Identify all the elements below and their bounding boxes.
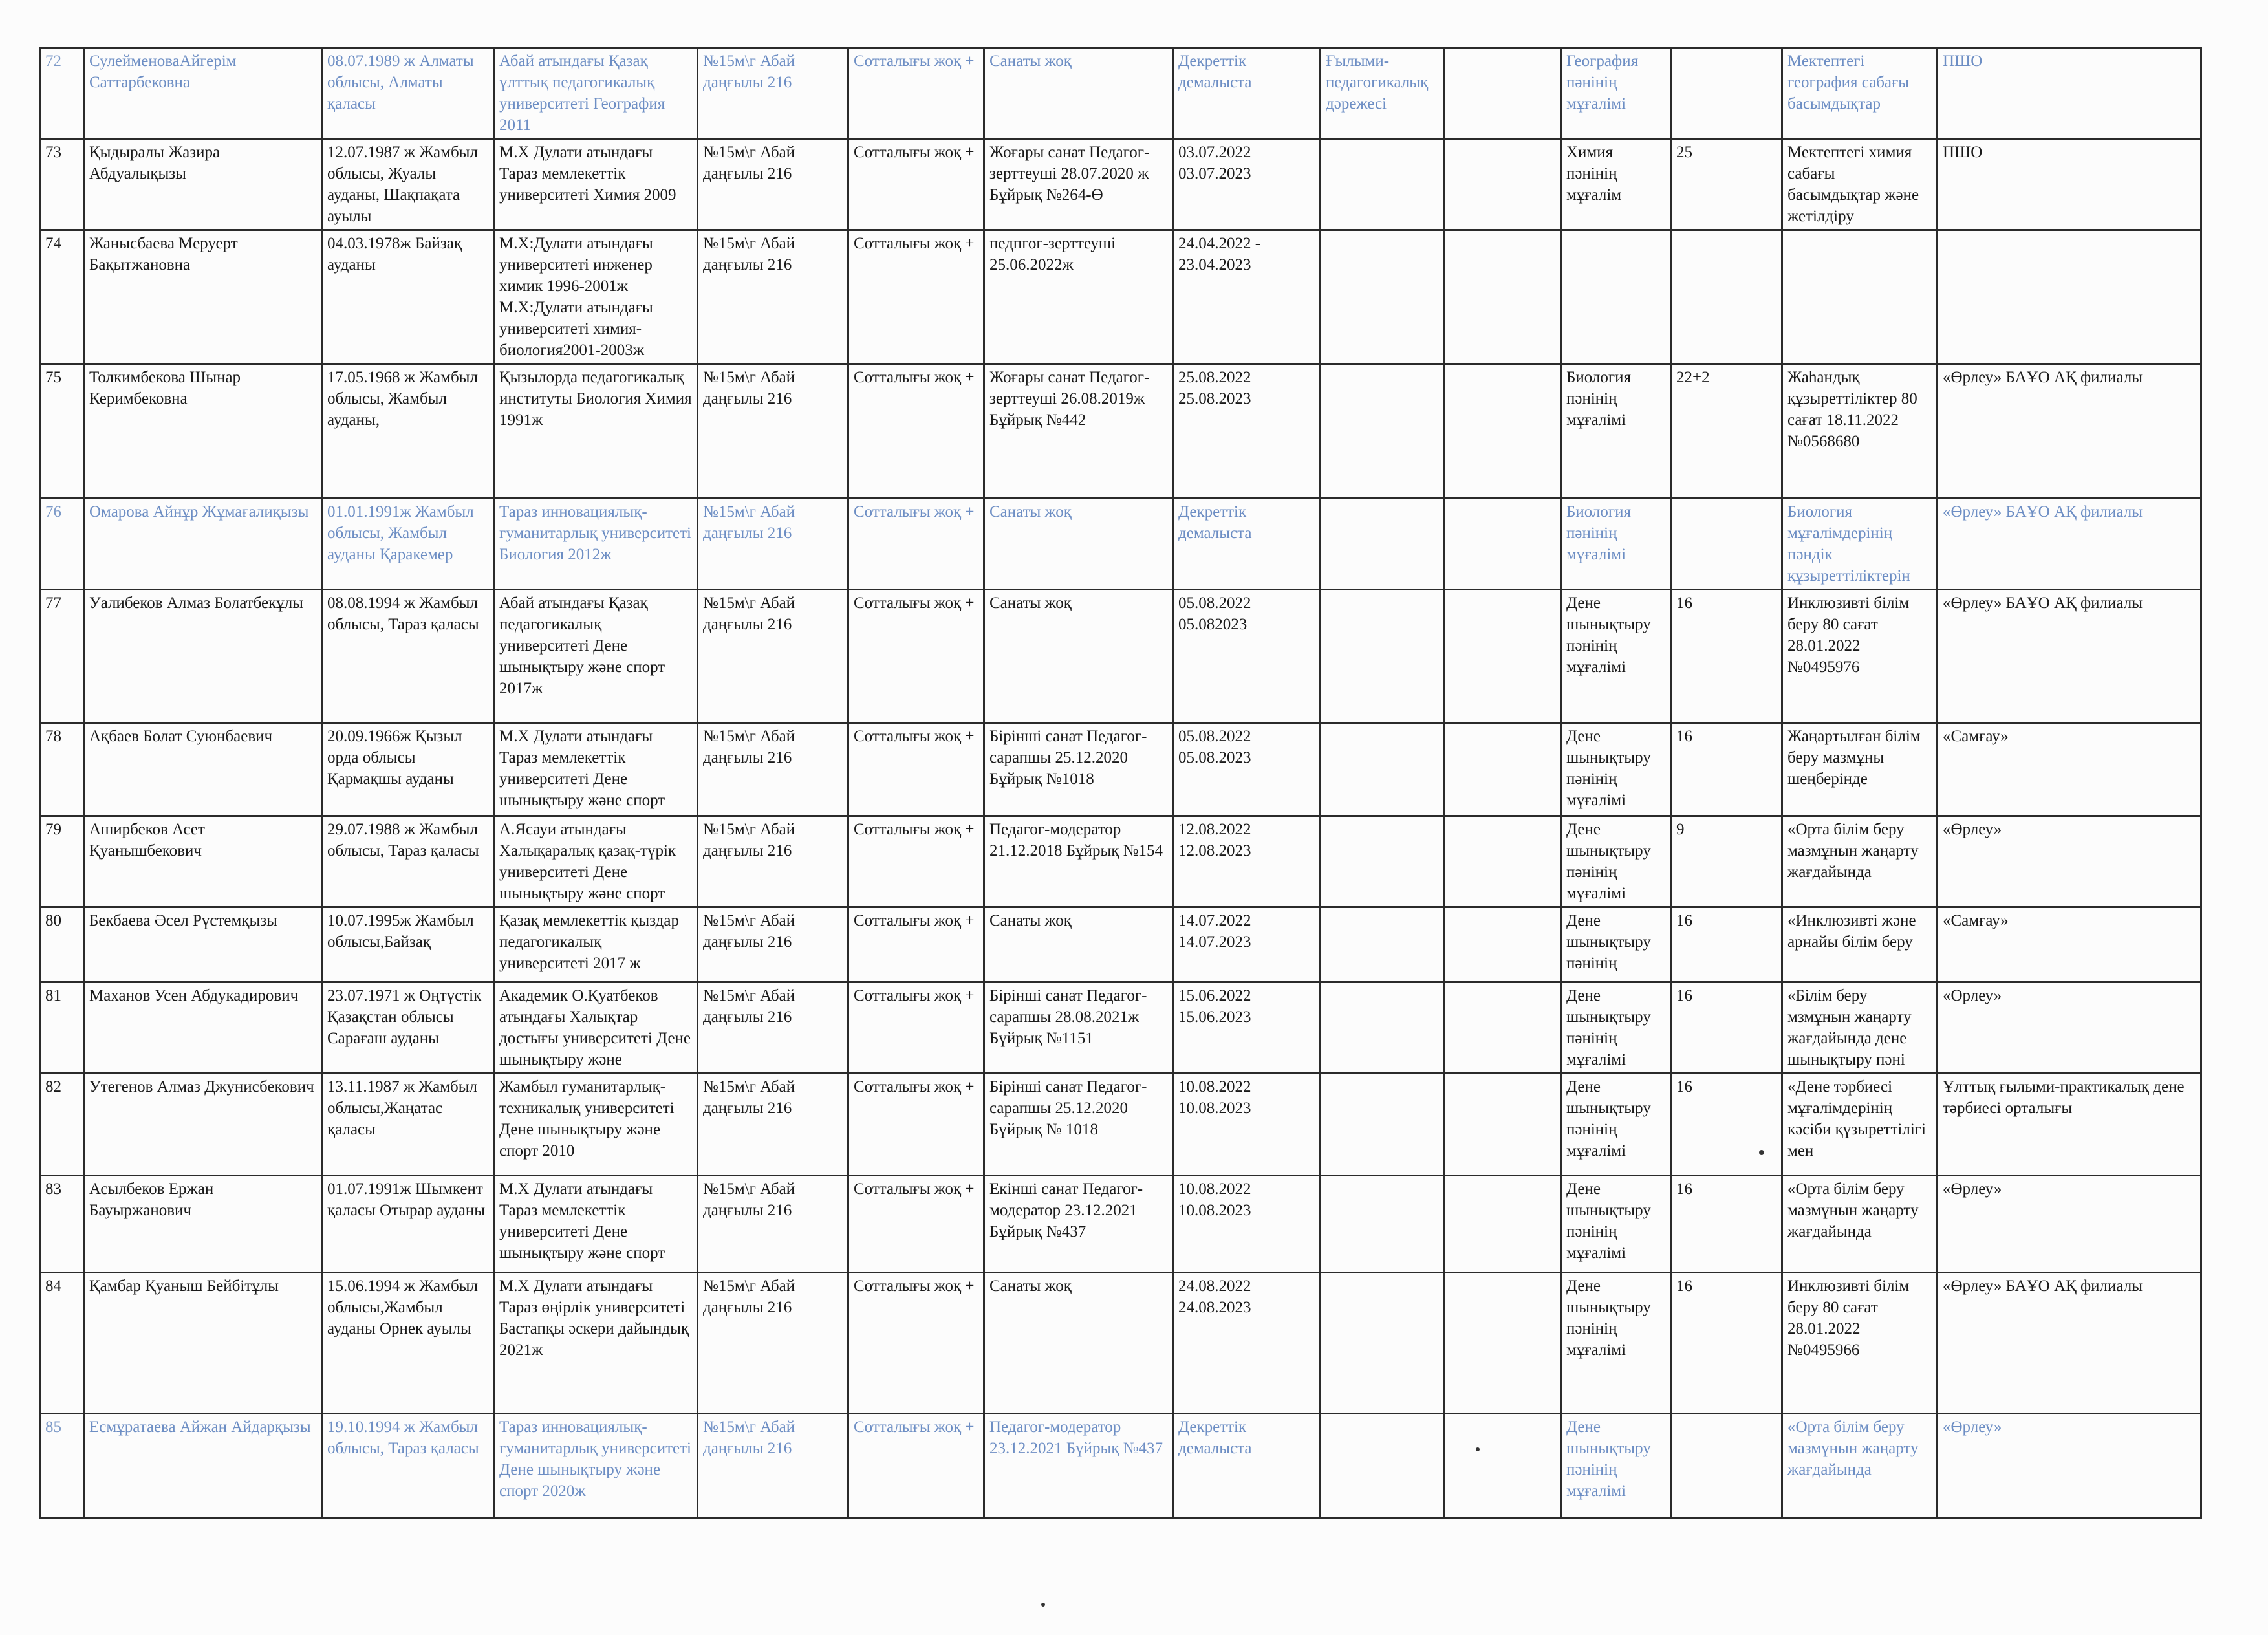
education-info: Тараз инновациялық-гуманитарлық университеті Биология 2012ж xyxy=(494,499,698,590)
workplace-cell: №15м\г Абай даңғылы 216 xyxy=(698,230,848,364)
birth-info: 10.07.1995ж Жамбыл облысы,Байзақ xyxy=(322,907,494,982)
table-row xyxy=(40,590,2201,723)
extra-cell xyxy=(1445,907,1561,982)
subject-cell: Дене шынықтыру пәнінің мұғалімі xyxy=(1561,590,1671,723)
teacher-name: Уалибеков Алмаз Болатбекұлы xyxy=(84,590,322,723)
courses-cell: «Дене тәрбиесі мұғалімдерінің кәсіби құзыреттілігі мен xyxy=(1782,1074,1938,1176)
education-info: М.Х Дулати атындағы Тараз өңірлік университеті Бастапқы әскери дайындық 2021ж xyxy=(494,1273,698,1414)
attestation-dates: 12.08.2022 12.08.2023 xyxy=(1173,816,1321,907)
workplace-cell: №15м\г Абай даңғылы 216 xyxy=(698,364,848,499)
extra-cell xyxy=(1445,982,1561,1074)
category-cell: Жоғары санат Педагог-зерттеуші 26.08.2019ж Бұйрық №442 xyxy=(984,364,1173,499)
subject-cell: Дене шынықтыру пәнінің мұғалімі xyxy=(1561,816,1671,907)
workplace-cell: №15м\г Абай даңғылы 216 xyxy=(698,723,848,816)
workplace-cell: №15м\г Абай даңғылы 216 xyxy=(698,1176,848,1273)
science-degree xyxy=(1321,1074,1445,1176)
row-number: 83 xyxy=(40,1176,84,1273)
table-row xyxy=(40,364,2201,499)
row-number: 84 xyxy=(40,1273,84,1414)
teacher-name: Қыдыралы Жазира Абдуалықызы xyxy=(84,139,322,230)
organizer-cell: ПШО xyxy=(1938,139,2201,230)
teacher-name: Бекбаева Әсел Рүстемқызы xyxy=(84,907,322,982)
workplace-cell: №15м\г Абай даңғылы 216 xyxy=(698,499,848,590)
workplace-cell: №15м\г Абай даңғылы 216 xyxy=(698,590,848,723)
teacher-name: Толкимбекова Шынар Керимбековна xyxy=(84,364,322,499)
subject-cell: Дене шынықтыру пәнінің мұғалімі xyxy=(1561,1414,1671,1519)
science-degree xyxy=(1321,723,1445,816)
courses-cell: Инклюзивті білім беру 80 сағат 28.01.2022 №0495976 xyxy=(1782,590,1938,723)
extra-cell xyxy=(1445,139,1561,230)
science-degree xyxy=(1321,816,1445,907)
organizer-cell: «Өрлеу» БАҰО АҚ филиалы xyxy=(1938,590,2201,723)
table-row xyxy=(40,1273,2201,1414)
table-row xyxy=(40,48,2201,139)
extra-cell xyxy=(1445,816,1561,907)
subject-cell: Дене шынықтыру пәнінің xyxy=(1561,907,1671,982)
hours-cell: 9 xyxy=(1671,816,1782,907)
birth-info: 20.09.1966ж Қызыл орда облысы Қармақшы ауданы xyxy=(322,723,494,816)
category-cell: педпгог-зерттеуші 25.06.2022ж xyxy=(984,230,1173,364)
workplace-cell: №15м\г Абай даңғылы 216 xyxy=(698,1273,848,1414)
courses-cell: «Инклюзивті және арнайы білім беру xyxy=(1782,907,1938,982)
subject-cell: Биология пәнінің мұғалімі xyxy=(1561,499,1671,590)
extra-cell xyxy=(1445,1273,1561,1414)
teacher-name: Жанысбаева Меруерт Бақытжановна xyxy=(84,230,322,364)
category-cell: Санаты жоқ xyxy=(984,590,1173,723)
courses-cell: Инклюзивті білім беру 80 сағат 28.01.2022 №0495966 xyxy=(1782,1273,1938,1414)
extra-cell xyxy=(1445,48,1561,139)
category-cell: Бірінші санат Педагог-сарапшы 25.12.2020 Бұйрық №1018 xyxy=(984,723,1173,816)
science-degree xyxy=(1321,1176,1445,1273)
attestation-dates: 03.07.2022 03.07.2023 xyxy=(1173,139,1321,230)
extra-cell xyxy=(1445,590,1561,723)
table-row xyxy=(40,230,2201,364)
row-number: 78 xyxy=(40,723,84,816)
attestation-dates: 24.08.2022 24.08.2023 xyxy=(1173,1273,1321,1414)
category-cell: Санаты жоқ xyxy=(984,1273,1173,1414)
record-cell: Сотталығы жоқ + xyxy=(848,48,984,139)
science-degree xyxy=(1321,907,1445,982)
birth-info: 29.07.1988 ж Жамбыл облысы, Тараз қаласы xyxy=(322,816,494,907)
category-cell: Санаты жоқ xyxy=(984,499,1173,590)
workplace-cell: №15м\г Абай даңғылы 216 xyxy=(698,816,848,907)
table-row xyxy=(40,499,2201,590)
education-info: Қызылорда педагогикалық институты Биология Химия 1991ж xyxy=(494,364,698,499)
birth-info: 13.11.1987 ж Жамбыл облысы,Жаңатас қаласы xyxy=(322,1074,494,1176)
birth-info: 12.07.1987 ж Жамбыл облысы, Жуалы ауданы, Шақпақата ауылы xyxy=(322,139,494,230)
table-row xyxy=(40,982,2201,1074)
extra-cell xyxy=(1445,230,1561,364)
courses-cell: Мектептегі химия сабағы басымдықтар және жетілдіру xyxy=(1782,139,1938,230)
row-number: 72 xyxy=(40,48,84,139)
row-number: 74 xyxy=(40,230,84,364)
education-info: М.Х Дулати атындағы Тараз мемлекеттік университеті Дене шынықтыру және спорт xyxy=(494,723,698,816)
organizer-cell: «Өрлеу» xyxy=(1938,1414,2201,1519)
education-info: А.Ясауи атындағы Халықаралық қазақ-түрік университеті Дене шынықтыру және спорт xyxy=(494,816,698,907)
category-cell: Педагог-модератор 23.12.2021 Бұйрық №437 xyxy=(984,1414,1173,1519)
record-cell: Сотталығы жоқ + xyxy=(848,816,984,907)
birth-info: 08.07.1989 ж Алматы облысы, Алматы қаласы xyxy=(322,48,494,139)
organizer-cell xyxy=(1938,230,2201,364)
teacher-name: СулейменоваАйгерім Саттарбековна xyxy=(84,48,322,139)
extra-cell xyxy=(1445,499,1561,590)
courses-cell: Жаһандық құзыреттіліктер 80 сағат 18.11.2022 №0568680 xyxy=(1782,364,1938,499)
education-info: М.Х Дулати атындағы Тараз мемлекеттік университеті Химия 2009 xyxy=(494,139,698,230)
subject-cell: Дене шынықтыру пәнінің мұғалімі xyxy=(1561,982,1671,1074)
courses-cell xyxy=(1782,230,1938,364)
attestation-dates: 14.07.2022 14.07.2023 xyxy=(1173,907,1321,982)
courses-cell: Биология мұғалімдерінің пәндік құзыреттіліктерін xyxy=(1782,499,1938,590)
record-cell: Сотталығы жоқ + xyxy=(848,139,984,230)
table-body xyxy=(40,48,2201,1519)
category-cell: Бірінші санат Педагог-сарапшы 25.12.2020 Бұйрық № 1018 xyxy=(984,1074,1173,1176)
workplace-cell: №15м\г Абай даңғылы 216 xyxy=(698,48,848,139)
row-number: 81 xyxy=(40,982,84,1074)
birth-info: 04.03.1978ж Байзақ ауданы xyxy=(322,230,494,364)
hours-cell: 25 xyxy=(1671,139,1782,230)
courses-cell: «Білім беру мзмұнын жаңарту жағдайында дене шынықтыру пәні xyxy=(1782,982,1938,1074)
science-degree xyxy=(1321,499,1445,590)
hours-cell xyxy=(1671,48,1782,139)
organizer-cell: «Өрлеу» БАҰО АҚ филиалы xyxy=(1938,1273,2201,1414)
staff-table xyxy=(39,47,2202,1519)
organizer-cell: «Самғау» xyxy=(1938,907,2201,982)
education-info: М.Х Дулати атындағы Тараз мемлекеттік университеті Дене шынықтыру және спорт xyxy=(494,1176,698,1273)
category-cell: Бірінші санат Педагог-сарапшы 28.08.2021ж Бұйрық №1151 xyxy=(984,982,1173,1074)
record-cell: Сотталығы жоқ + xyxy=(848,230,984,364)
extra-cell xyxy=(1445,1176,1561,1273)
education-info: Абай атындағы Қазақ ұлттық педагогикалық университеті География 2011 xyxy=(494,48,698,139)
scan-speck xyxy=(1041,1603,1045,1607)
subject-cell: Дене шынықтыру пәнінің мұғалімі xyxy=(1561,1273,1671,1414)
workplace-cell: №15м\г Абай даңғылы 216 xyxy=(698,1414,848,1519)
row-number: 85 xyxy=(40,1414,84,1519)
record-cell: Сотталығы жоқ + xyxy=(848,590,984,723)
row-number: 75 xyxy=(40,364,84,499)
attestation-dates: Декреттік демалыста xyxy=(1173,1414,1321,1519)
row-number: 82 xyxy=(40,1074,84,1176)
courses-cell: «Орта білім беру мазмұнын жаңарту жағдайында xyxy=(1782,816,1938,907)
table-row xyxy=(40,1414,2201,1519)
hours-cell: 16 xyxy=(1671,1176,1782,1273)
subject-cell: Дене шынықтыру пәнінің мұғалімі xyxy=(1561,1176,1671,1273)
workplace-cell: №15м\г Абай даңғылы 216 xyxy=(698,907,848,982)
table-row xyxy=(40,723,2201,816)
row-number: 76 xyxy=(40,499,84,590)
teacher-name: Есмұратаева Айжан Айдарқызы xyxy=(84,1414,322,1519)
education-info: Жамбыл гуманитарлық-техникалық университеті Дене шынықтыру және спорт 2010 xyxy=(494,1074,698,1176)
teacher-name: Омарова Айнұр Жұмағалиқызы xyxy=(84,499,322,590)
science-degree: Ғылыми-педагогикалық дәрежесі xyxy=(1321,48,1445,139)
organizer-cell: «Самғау» xyxy=(1938,723,2201,816)
hours-cell: 16 xyxy=(1671,723,1782,816)
education-info: Тараз инновациялық-гуманитарлық университеті Дене шынықтыру және спорт 2020ж xyxy=(494,1414,698,1519)
attestation-dates: Декреттік демалыста xyxy=(1173,499,1321,590)
organizer-cell: «Өрлеу» БАҰО АҚ филиалы xyxy=(1938,499,2201,590)
hours-cell: 16 xyxy=(1671,590,1782,723)
category-cell: Педагог-модератор 21.12.2018 Бұйрық №154 xyxy=(984,816,1173,907)
row-number: 77 xyxy=(40,590,84,723)
record-cell: Сотталығы жоқ + xyxy=(848,499,984,590)
scan-speck xyxy=(1476,1447,1480,1451)
attestation-dates: 10.08.2022 10.08.2023 xyxy=(1173,1074,1321,1176)
row-number: 80 xyxy=(40,907,84,982)
category-cell: Санаты жоқ xyxy=(984,48,1173,139)
row-number: 79 xyxy=(40,816,84,907)
teacher-name: Асылбеков Ержан Бауыржанович xyxy=(84,1176,322,1273)
extra-cell xyxy=(1445,364,1561,499)
teacher-name: Ақбаев Болат Суюнбаевич xyxy=(84,723,322,816)
record-cell: Сотталығы жоқ + xyxy=(848,907,984,982)
birth-info: 15.06.1994 ж Жамбыл облысы,Жамбыл ауданы Өрнек ауылы xyxy=(322,1273,494,1414)
birth-info: 08.08.1994 ж Жамбыл облысы, Тараз қаласы xyxy=(322,590,494,723)
attestation-dates: 25.08.2022 25.08.2023 xyxy=(1173,364,1321,499)
table-row xyxy=(40,907,2201,982)
table-row xyxy=(40,1074,2201,1176)
table-row xyxy=(40,1176,2201,1273)
record-cell: Сотталығы жоқ + xyxy=(848,1273,984,1414)
subject-cell: Химия пәнінің мұғалім xyxy=(1561,139,1671,230)
hours-cell xyxy=(1671,230,1782,364)
record-cell: Сотталығы жоқ + xyxy=(848,1074,984,1176)
birth-info: 01.01.1991ж Жамбыл облысы, Жамбыл ауданы Қаракемер xyxy=(322,499,494,590)
science-degree xyxy=(1321,1414,1445,1519)
organizer-cell: «Өрлеу» xyxy=(1938,816,2201,907)
hours-cell xyxy=(1671,1414,1782,1519)
record-cell: Сотталығы жоқ + xyxy=(848,1176,984,1273)
education-info: Академик Ө.Қуатбеков атындағы Халықтар достығы университеті Дене шынықтыру және xyxy=(494,982,698,1074)
science-degree xyxy=(1321,139,1445,230)
workplace-cell: №15м\г Абай даңғылы 216 xyxy=(698,982,848,1074)
attestation-dates: 15.06.2022 15.06.2023 xyxy=(1173,982,1321,1074)
attestation-dates: 05.08.2022 05.082023 xyxy=(1173,590,1321,723)
organizer-cell: «Өрлеу» xyxy=(1938,1176,2201,1273)
record-cell: Сотталығы жоқ + xyxy=(848,982,984,1074)
category-cell: Санаты жоқ xyxy=(984,907,1173,982)
attestation-dates: Декреттік демалыста xyxy=(1173,48,1321,139)
subject-cell: Биология пәнінің мұғалімі xyxy=(1561,364,1671,499)
birth-info: 01.07.1991ж Шымкент қаласы Отырар ауданы xyxy=(322,1176,494,1273)
teacher-name: Қамбар Қуаныш Бейбітұлы xyxy=(84,1273,322,1414)
courses-cell: Жаңартылған білім беру мазмұны шеңберінде xyxy=(1782,723,1938,816)
hours-cell: 16 xyxy=(1671,907,1782,982)
science-degree xyxy=(1321,230,1445,364)
row-number: 73 xyxy=(40,139,84,230)
attestation-dates: 05.08.2022 05.08.2023 xyxy=(1173,723,1321,816)
record-cell: Сотталығы жоқ + xyxy=(848,1414,984,1519)
organizer-cell: «Өрлеу» БАҰО АҚ филиалы xyxy=(1938,364,2201,499)
courses-cell: «Орта білім беру мазмұнын жаңарту жағдайында xyxy=(1782,1176,1938,1273)
teacher-name: Утегенов Алмаз Джунисбекович xyxy=(84,1074,322,1176)
subject-cell: Дене шынықтыру пәнінің мұғалімі xyxy=(1561,1074,1671,1176)
attestation-dates: 10.08.2022 10.08.2023 xyxy=(1173,1176,1321,1273)
attestation-dates: 24.04.2022 - 23.04.2023 xyxy=(1173,230,1321,364)
birth-info: 17.05.1968 ж Жамбыл облысы, Жамбыл ауданы, xyxy=(322,364,494,499)
subject-cell xyxy=(1561,230,1671,364)
education-info: Қазақ мемлекеттік қыздар педагогикалық университеті 2017 ж xyxy=(494,907,698,982)
education-info: Абай атындағы Қазақ педагогикалық университеті Дене шынықтыру және спорт 2017ж xyxy=(494,590,698,723)
science-degree xyxy=(1321,982,1445,1074)
courses-cell: «Орта білім беру мазмұнын жаңарту жағдайында xyxy=(1782,1414,1938,1519)
workplace-cell: №15м\г Абай даңғылы 216 xyxy=(698,139,848,230)
birth-info: 19.10.1994 ж Жамбыл облысы, Тараз қаласы xyxy=(322,1414,494,1519)
science-degree xyxy=(1321,1273,1445,1414)
category-cell: Екінші санат Педагог-модератор 23.12.2021 Бұйрық №437 xyxy=(984,1176,1173,1273)
organizer-cell: Ұлттық ғылыми-практикалық дене тәрбиесі орталығы xyxy=(1938,1074,2201,1176)
organizer-cell: «Өрлеу» xyxy=(1938,982,2201,1074)
hours-cell: 22+2 xyxy=(1671,364,1782,499)
record-cell: Сотталығы жоқ + xyxy=(848,723,984,816)
courses-cell: Мектептегі география сабағы басымдықтар xyxy=(1782,48,1938,139)
science-degree xyxy=(1321,364,1445,499)
extra-cell xyxy=(1445,1074,1561,1176)
scan-speck xyxy=(1759,1150,1764,1155)
birth-info: 23.07.1971 ж Оңтүстік Қазақстан облысы Сарағаш ауданы xyxy=(322,982,494,1074)
organizer-cell: ПШО xyxy=(1938,48,2201,139)
subject-cell: Дене шынықтыру пәнінің мұғалімі xyxy=(1561,723,1671,816)
subject-cell: География пәнінің мұғалімі xyxy=(1561,48,1671,139)
hours-cell: 16 xyxy=(1671,1074,1782,1176)
table-row xyxy=(40,816,2201,907)
teacher-name: Маханов Усен Абдукадирович xyxy=(84,982,322,1074)
extra-cell xyxy=(1445,723,1561,816)
hours-cell: 16 xyxy=(1671,1273,1782,1414)
hours-cell xyxy=(1671,499,1782,590)
education-info: М.Х:Дулати атындағы университеті инженер химик 1996-2001ж М.Х:Дулати атындағы университеті химия-биология2001-2003ж xyxy=(494,230,698,364)
teacher-name: Аширбеков Асет Қуанышбекович xyxy=(84,816,322,907)
table-row xyxy=(40,139,2201,230)
workplace-cell: №15м\г Абай даңғылы 216 xyxy=(698,1074,848,1176)
science-degree xyxy=(1321,590,1445,723)
category-cell: Жоғары санат Педагог-зерттеуші 28.07.2020 ж Бұйрық №264-Ө xyxy=(984,139,1173,230)
hours-cell: 16 xyxy=(1671,982,1782,1074)
extra-cell xyxy=(1445,1414,1561,1519)
record-cell: Сотталығы жоқ + xyxy=(848,364,984,499)
